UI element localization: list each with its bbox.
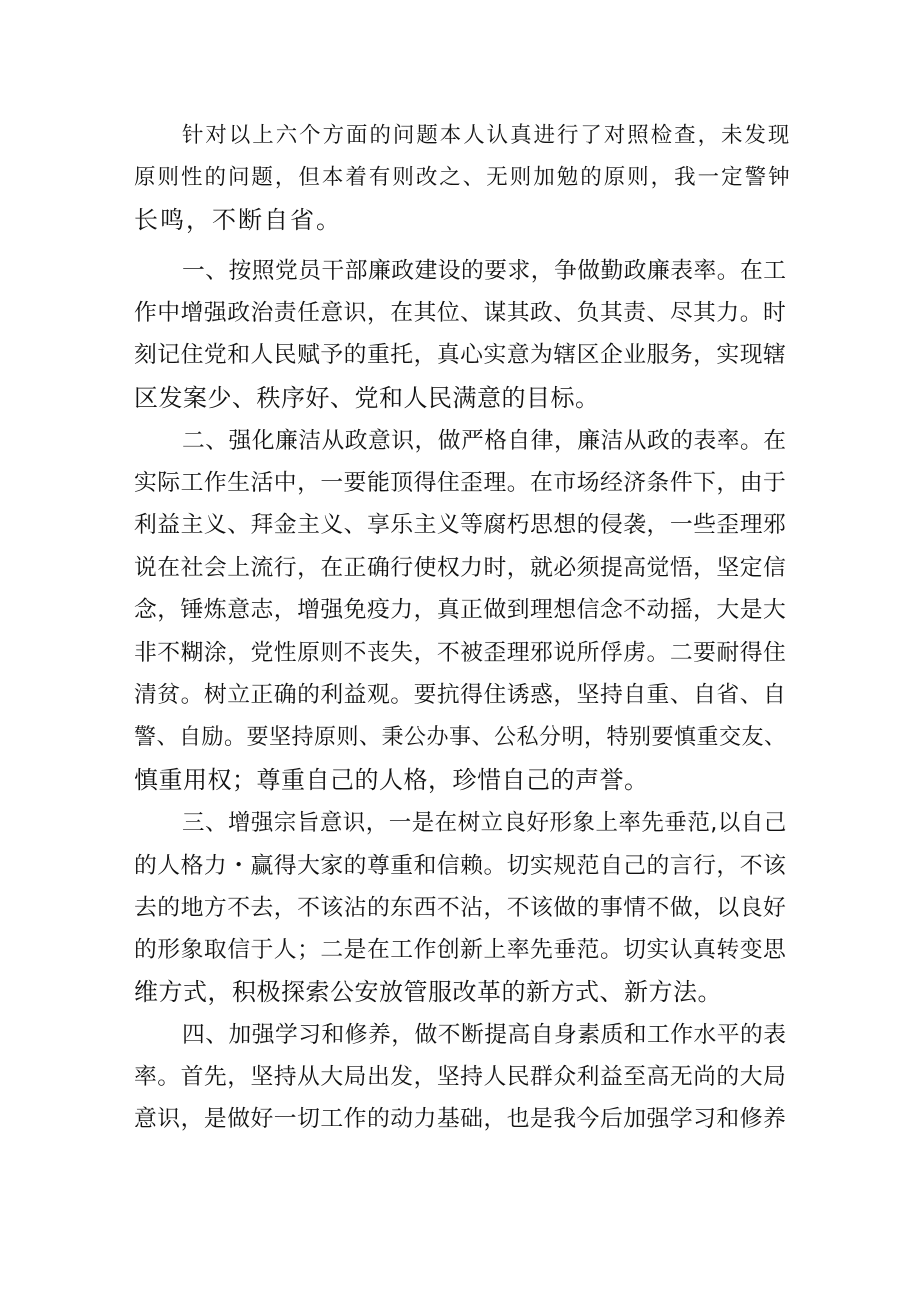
paragraph-section-4-line-3: 意识，是做好一切工作的动力基础，也是我今后加强学习和修养: [134, 1106, 787, 1132]
paragraph-section-2-line-3: 利益主义、拜金主义、享乐主义等腐朽思想的侵袭，一些歪理邪: [134, 512, 787, 538]
paragraph-section-3-line-5: 维方式，积极探索公安放管服改革的新方式、新方法。: [134, 978, 722, 1006]
paragraph-intro-line-2: 原则性的问题，但本着有则改之、无则加勉的原则，我一定警钟: [134, 165, 792, 190]
paragraph-section-3-line-3: 去的地方不去，不该沾的东西不沾，不该做的事情不做，以良好: [134, 895, 787, 921]
paragraph-section-4-line-1: 四、加强学习和修养，做不断提高自身素质和工作水平的表: [182, 1022, 787, 1048]
paragraph-section-4-line-2: 率。首先，坚持从大局出发，坚持人民群众利益至高无尚的大局: [134, 1064, 787, 1090]
paragraph-section-1-line-2: 作中增强政治责任意识，在其位、谋其政、负其责、尽其力。时: [134, 300, 787, 326]
paragraph-section-2-line-1: 二、强化廉洁从政意识，做严格自律，廉洁从政的表率。在: [182, 428, 787, 454]
paragraph-section-2-line-8: 警、自励。要坚持原则、秉公办事、公私分明，特别要慎重交友、: [134, 725, 787, 750]
paragraph-section-2-line-7: 清贫。树立正确的利益观。要抗得住诱惑，坚持自重、自省、自: [134, 682, 787, 708]
paragraph-section-1-line-3: 刻记住党和人民赋予的重托，真心实意为辖区企业服务，实现辖: [134, 342, 787, 368]
paragraph-section-3-line-2: 的人格力・赢得大家的尊重和信赖。切实规范自己的言行，不该: [134, 853, 787, 879]
paragraph-intro-line-1: 针对以上六个方面的问题本人认真进行了对照检查，未发现: [182, 123, 792, 148]
paragraph-section-3-line-1: 三、增强宗旨意识，一是在树立良好形象上率先垂范,以自己: [182, 810, 787, 836]
paragraph-section-2-line-5: 念，锤炼意志，增强免疫力，真正做到理想信念不动摇，大是大: [134, 597, 787, 623]
paragraph-intro-line-3: 长鸣，不断自省。: [134, 206, 342, 234]
paragraph-section-2-line-6: 非不糊涂，党性原则不丧失，不被歪理邪说所俘虏。二要耐得住: [134, 640, 787, 666]
paragraph-section-2-line-2: 实际工作生活中，一要能顶得住歪理。在市场经济条件下，由于: [134, 470, 787, 496]
paragraph-section-2-line-4: 说在社会上流行，在正确行使权力时，就必须提高觉悟，坚定信: [134, 555, 787, 581]
paragraph-section-3-line-4: 的形象取信于人；二是在工作创新上率先垂范。切实认真转变思: [134, 937, 787, 963]
paragraph-section-1-line-4: 区发案少、秩序好、党和人民满意的目标。: [134, 384, 600, 412]
paragraph-section-1-line-1: 一、按照党员干部廉政建设的要求，争做勤政廉表率。在工: [182, 258, 787, 284]
paragraph-section-2-line-9: 慎重用权；尊重自己的人格，珍惜自己的声誉。: [134, 766, 649, 794]
